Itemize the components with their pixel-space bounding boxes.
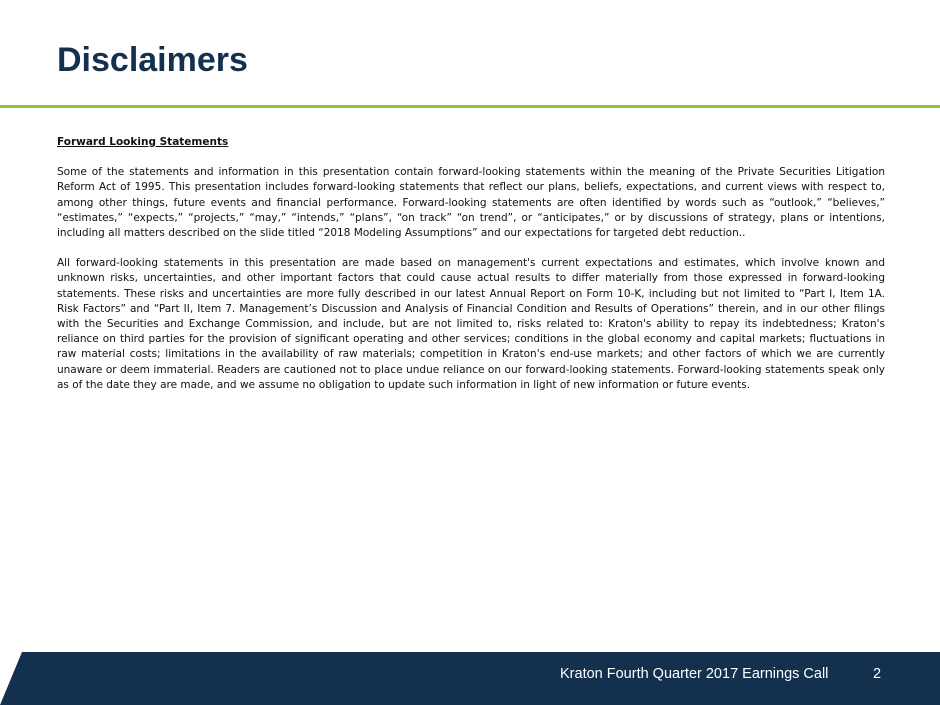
paragraph-forward-looking-intro: Some of the statements and information in this presentation contain forward-looking statements within the meaning of the Private Securities Litigation Reform Act of 1995. This presentation includes forward-looking statements that reflect our plans, beliefs, expectations, and current views with respect to, among other things, future events and financial performance. Forward-looking statements are often identified by words such as “outlook,” “believes,” “estimates,” “expects,” “projects,” “may,” “intends,” “plans”, “on track” “on trend”, or “anticipates,” or by discussions of strategy, plans or intentions, including all matters described on the slide titled “2018 Modeling Assumptions” and our expectations for targeted debt reduction.. [57,166,885,240]
slide-title: Disclaimers [57,41,248,79]
disclaimer-body [57,135,885,408]
page-number: 2 [873,666,882,682]
footer-event-name: Kraton Fourth Quarter 2017 Earnings Call [560,666,829,682]
section-heading: Forward Looking Statements [57,136,229,148]
title-divider [0,105,940,108]
paragraph-risk-factors: All forward-looking statements in this presentation are made based on management's current expectations and estimates, which involve known and unknown risks, uncertainties, and other important factors that could cause actual results to differ materially from those expressed in forward-looking statements. These risks and uncertainties are more fully described in our latest Annual Report on Form 10-K, including but not limited to “Part I, Item 1A. Risk Factors” and “Part II, Item 7. Management’s Discussion and Analysis of Financial Condition and Results of Operations” therein, and in our other filings with the Securities and Exchange Commission, and include, but are not limited to, risks related to: Kraton's ability to repay its indebtedness; Kraton's reliance on third parties for the provision of significant operating and other services; conditions in the global economy and capital markets; fluctuations in raw material costs; limitations in the availability of raw materials; competition in Kraton's end-use markets; and other factors of which we are currently unaware or deem immaterial. Readers are cautioned not to place undue reliance on our forward-looking statements. Forward-looking statements speak only as of the date they are made, and we assume no obligation to update such information in light of new information or future events. [57,257,885,391]
